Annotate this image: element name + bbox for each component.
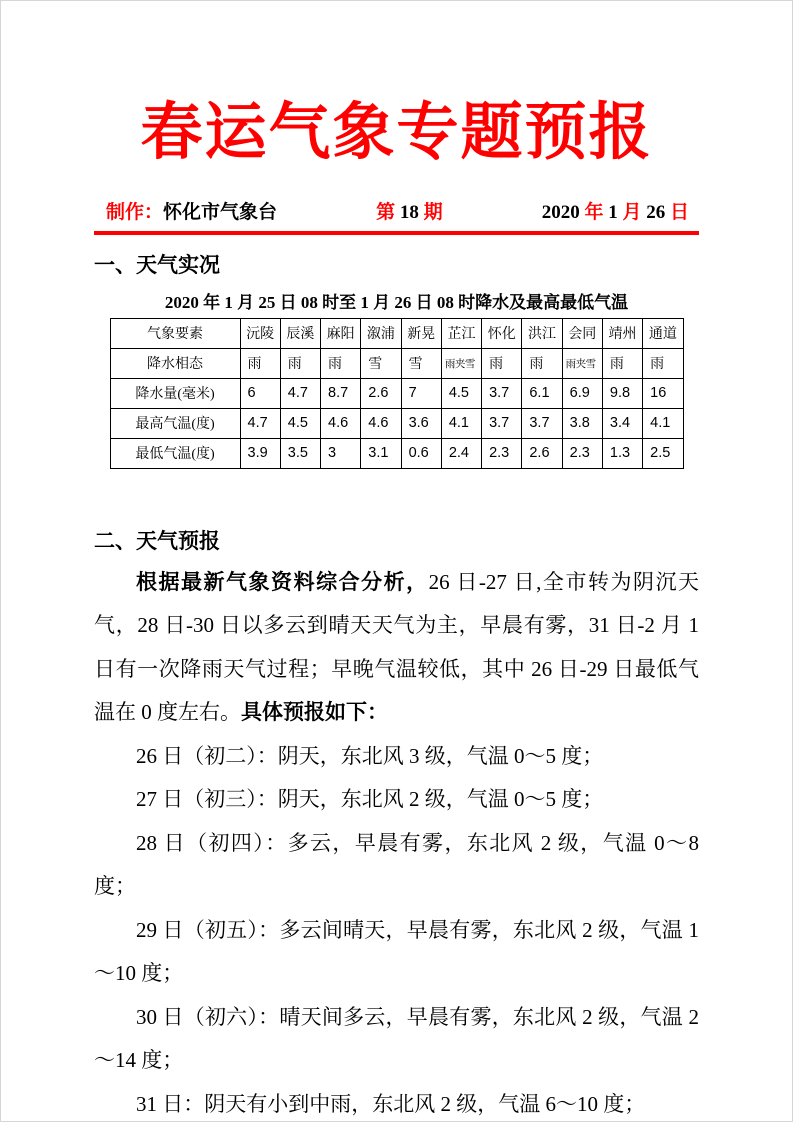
issue-prefix: 第: [376, 201, 400, 223]
row-label: 最高气温(度): [110, 408, 240, 438]
table-cell: 3.5: [280, 438, 320, 468]
table-cell: 6.1: [522, 378, 562, 408]
column-header: 通道: [643, 318, 683, 348]
header-divider: [94, 231, 699, 235]
table-cell: 3.8: [562, 408, 602, 438]
table-cell: 4.6: [321, 408, 361, 438]
date-day-unit: 日: [669, 201, 689, 223]
table-cell: 雨: [602, 348, 642, 378]
row-label: 降水量(毫米): [110, 378, 240, 408]
table-cell: 雨: [321, 348, 361, 378]
table-cell: 16: [643, 378, 683, 408]
document-title: 春运气象专题预报: [140, 99, 653, 167]
table-cell: 3.7: [522, 408, 562, 438]
corner-header-cell: 气象要素: [110, 318, 240, 348]
table-cell: 1.3: [602, 438, 642, 468]
column-header: 洪江: [522, 318, 562, 348]
producer-value: 怀化市气象台: [163, 201, 278, 223]
table-cell: 8.7: [321, 378, 361, 408]
table-cell: 3.9: [240, 438, 280, 468]
table-cell: 4.6: [361, 408, 401, 438]
table-cell: 6: [240, 378, 280, 408]
forecast-intro-tail: 具体预报如下：: [241, 700, 388, 725]
forecast-day-26: 26 日（初二）：阴天，东北风 3 级，气温 0～5 度；: [136, 743, 604, 768]
table-cell: 4.1: [643, 408, 683, 438]
weather-observation-table: [110, 318, 684, 469]
date-year: 2020: [541, 201, 585, 223]
table-cell: 2.3: [562, 438, 602, 468]
forecast-day-27: 27 日（初三）：阴天，东北风 2 级，气温 0～5 度；: [136, 787, 604, 812]
issue-value: 18: [399, 201, 419, 223]
table-cell: 雨: [522, 348, 562, 378]
table-cell: 雨夹雪: [562, 348, 602, 378]
producer: [106, 197, 277, 224]
table-cell: 雨: [482, 348, 522, 378]
column-header: 溆浦: [361, 318, 401, 348]
table-cell: 雪: [361, 348, 401, 378]
table-row-min-temp: [110, 438, 683, 468]
table-header-row: [110, 318, 683, 348]
table-cell: 2.3: [482, 438, 522, 468]
column-header: 麻阳: [321, 318, 361, 348]
document-content: [1, 89, 792, 1122]
column-header: 辰溪: [280, 318, 320, 348]
table-cell: 9.8: [602, 378, 642, 408]
section-heading-observation: 一、天气实况: [94, 252, 220, 277]
table-row-precip-amount: [110, 378, 683, 408]
table-cell: 4.1: [441, 408, 481, 438]
column-header: 怀化: [482, 318, 522, 348]
issue-date: [542, 197, 689, 224]
table-cell: 3.6: [401, 408, 441, 438]
table-cell: 2.6: [361, 378, 401, 408]
forecast-day-30: 30 日（初六）：晴天间多云，早晨有雾，东北风 2 级，气温 2～14 度；: [94, 1004, 699, 1073]
date-year-unit: 年: [584, 201, 609, 223]
row-label: 最低气温(度): [110, 438, 240, 468]
issue-suffix: 期: [418, 201, 443, 223]
column-header: 靖州: [602, 318, 642, 348]
table-cell: 3.1: [361, 438, 401, 468]
table-cell: 4.5: [280, 408, 320, 438]
table-cell: 3.7: [482, 378, 522, 408]
table-cell: 雨: [643, 348, 683, 378]
section-heading-forecast: 二、天气预报: [94, 528, 220, 553]
table-cell: 雨: [240, 348, 280, 378]
table-row-precip-phase: [110, 348, 683, 378]
table-row-max-temp: [110, 408, 683, 438]
table-cell: 4.7: [240, 408, 280, 438]
column-header: 会同: [562, 318, 602, 348]
forecast-intro-lead: 根据最新气象资料综合分析，: [136, 569, 429, 594]
table-cell: 0.6: [401, 438, 441, 468]
table-cell: 3.7: [482, 408, 522, 438]
date-day: 26: [646, 201, 670, 223]
date-month-unit: 月: [622, 201, 647, 223]
column-header: 芷江: [441, 318, 481, 348]
table-caption: 2020 年 1 月 25 日 08 时至 1 月 26 日 08 时降水及最高最低气温: [164, 292, 629, 312]
forecast-intro-paragraph: [94, 561, 699, 735]
table-cell: 雨夹雪: [441, 348, 481, 378]
table-cell: 2.4: [441, 438, 481, 468]
issue-number: [376, 197, 443, 224]
table-cell: 3: [321, 438, 361, 468]
forecast-day-31: 31 日：阴天有小到中雨，东北风 2 级，气温 6～10 度；: [136, 1091, 646, 1116]
row-label: 降水相态: [110, 348, 240, 378]
table-cell: 2.6: [522, 438, 562, 468]
table-cell: 3.4: [602, 408, 642, 438]
forecast-intro-body: 26 日-27 日,全市转为阴沉天气，28 日-30 日以多云到晴天天气为主，早晨有雾，31 日-2 月 1 日有一次降雨天气过程；早晚气温较低，其中 26 日-29 日最低气温在 0 度左右。: [94, 569, 699, 725]
table-cell: 4.5: [441, 378, 481, 408]
table-cell: 2.5: [643, 438, 683, 468]
forecast-day-29: 29 日（初五）：多云间晴天，早晨有雾，东北风 2 级，气温 1～10 度；: [94, 917, 699, 986]
table-cell: 6.9: [562, 378, 602, 408]
column-header: 沅陵: [240, 318, 280, 348]
byline: [94, 197, 699, 224]
table-cell: 4.7: [280, 378, 320, 408]
producer-label: 制作：: [106, 201, 164, 223]
column-header: 新晃: [401, 318, 441, 348]
table-cell: 雨: [280, 348, 320, 378]
table-cell: 雪: [401, 348, 441, 378]
date-month: 1: [608, 201, 623, 223]
forecast-day-28: 28 日（初四）：多云，早晨有雾，东北风 2 级，气温 0～8 度；: [94, 830, 699, 899]
table-cell: 7: [401, 378, 441, 408]
